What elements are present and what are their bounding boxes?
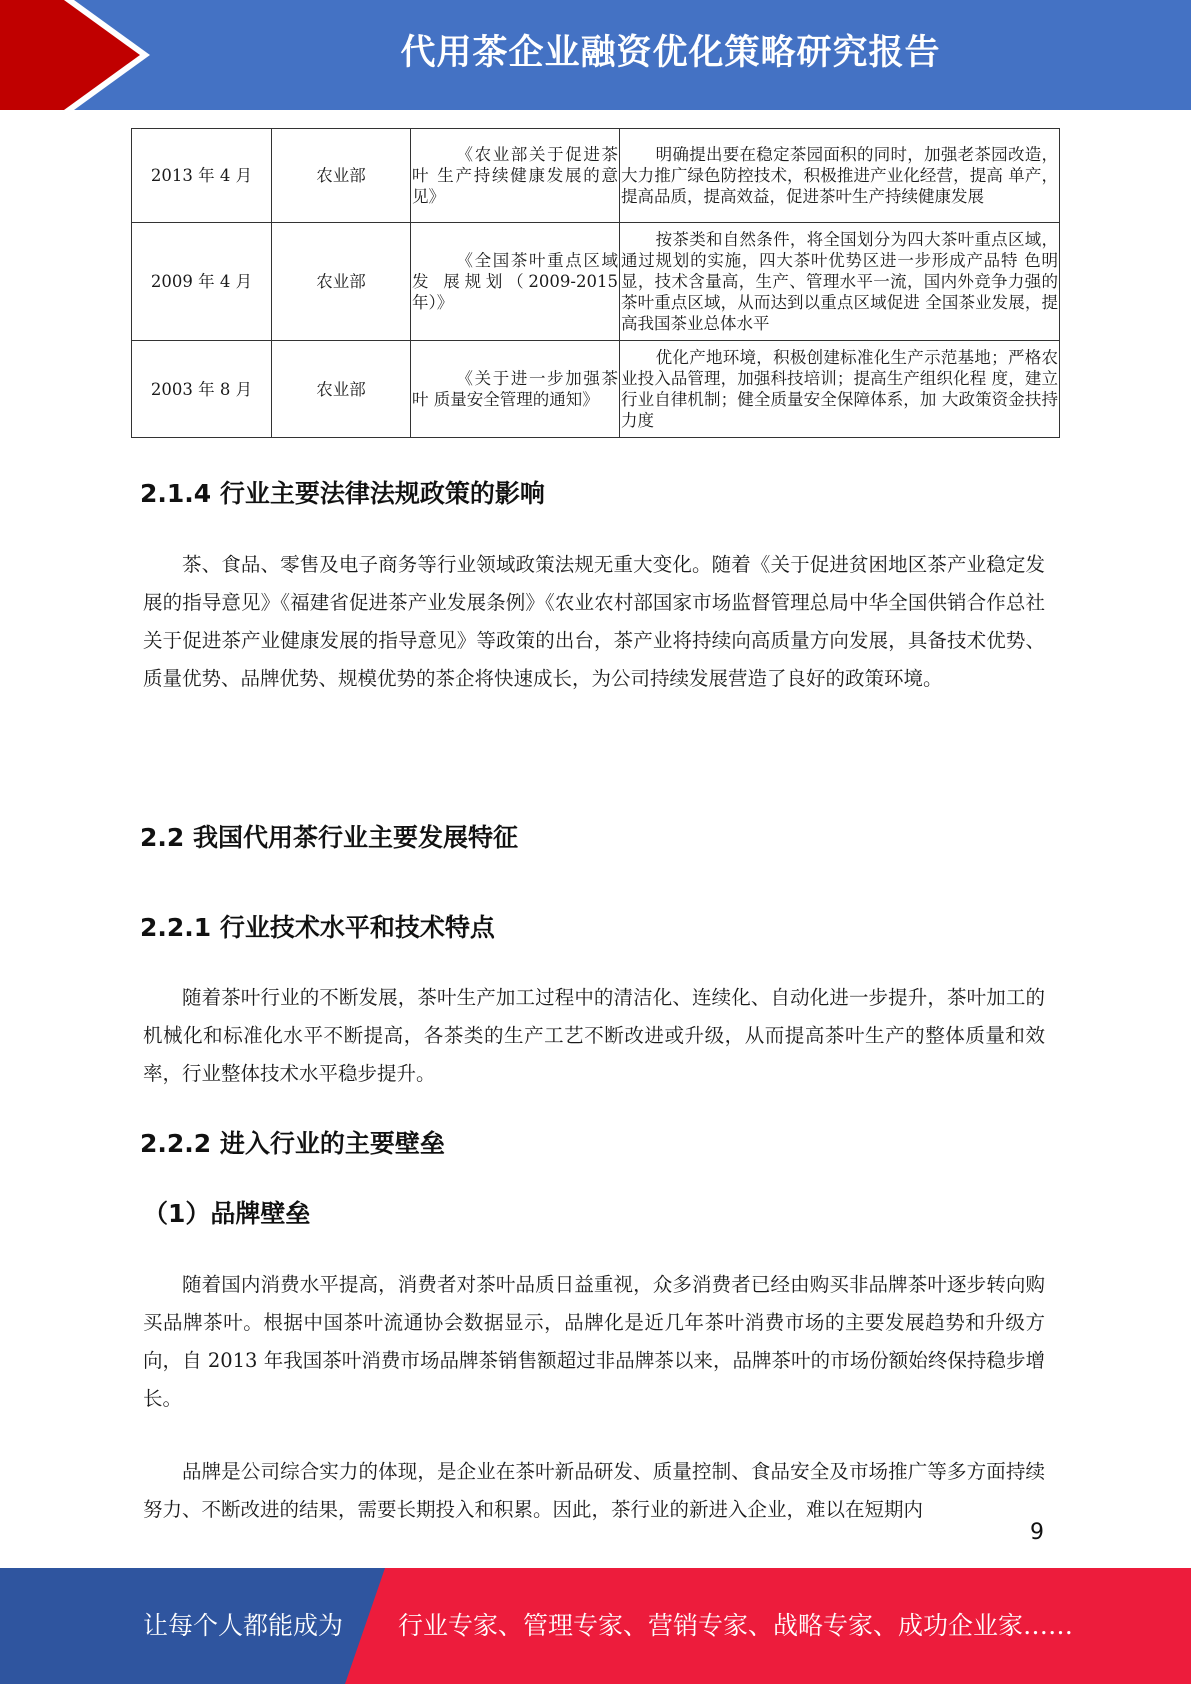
policy-name: 《关于进一步加强茶叶 质量安全管理的通知》: [411, 341, 620, 438]
section-heading-2-1-4: 2.1.4 行业主要法律法规政策的影响: [140, 479, 545, 508]
subsection-heading-brand-barrier: （1）品牌壁垒: [143, 1199, 311, 1228]
policy-content: 优化产地环境，积极创建标准化生产示范基地；严格农业投入品管理，加强科技培训；提高生产组织化程 度，建立行业自律机制；健全质量安全保障体系，加 大政策资金扶持力度: [620, 341, 1060, 438]
section-heading-2-2-1: 2.2.1 行业技术水平和技术特点: [140, 913, 495, 942]
policy-date: 2013 年 4 月: [132, 129, 272, 223]
table-row: [132, 129, 1060, 223]
report-title: 代用茶企业融资优化策略研究报告: [400, 33, 941, 73]
policy-name: 《农业部关于促进茶叶 生产持续健康发展的意 见》: [411, 129, 620, 223]
policy-table: [131, 128, 1060, 438]
section-paragraph: 随着茶叶行业的不断发展，茶叶生产加工过程中的清洁化、连续化、自动化进一步提升，茶叶加工的机械化和标准化水平不断提高，各茶类的生产工艺不断改进或升级，从而提高茶叶生产的整体质量和效率，行业整体技术水平稳步提升。: [143, 986, 1045, 1085]
policy-date: 2009 年 4 月: [132, 223, 272, 341]
section-paragraph: 随着国内消费水平提高，消费者对茶叶品质日益重视，众多消费者已经由购买非品牌茶叶逐步转向购买品牌茶叶。根据中国茶叶流通协会数据显示，品牌化是近几年茶叶消费市场的主要发展趋势和升级方向，自 2013 年我国茶叶消费市场品牌茶销售额超过非品牌茶以来，品牌茶叶的市场份额始终保持稳步增长。: [143, 1273, 1045, 1410]
table-row: [132, 341, 1060, 438]
page-number: 9: [1030, 1520, 1044, 1545]
policy-content: 按茶类和自然条件，将全国划分为四大茶叶重点区域， 通过规划的实施，四大茶叶优势区进一步形成产品特 色明显，技术含量高，生产、管理水平一流，国内外竞争力强的茶叶重点区域，从而达到以重点区域促进 全国茶业发展，提高我国茶业总体水平: [620, 223, 1060, 341]
policy-date: 2003 年 8 月: [132, 341, 272, 438]
section-paragraph: 品牌是公司综合实力的体现，是企业在茶叶新品研发、质量控制、食品安全及市场推广等多方面持续努力、不断改进的结果，需要长期投入和积累。因此，茶行业的新进入企业，难以在短期内: [143, 1460, 1045, 1521]
footer-slogan-right: 行业专家、管理专家、营销专家、战略专家、成功企业家……: [398, 1611, 1074, 1640]
policy-name: 《全国茶叶重点区域发 展规划（2009-2015年）》: [411, 223, 620, 341]
page-footer: [0, 1568, 1191, 1684]
header-arrow-icon: [0, 0, 140, 110]
page-header: [0, 0, 1191, 110]
policy-department: 农业部: [272, 341, 411, 438]
section-heading-2-2-2: 2.2.2 进入行业的主要壁垒: [140, 1129, 445, 1158]
policy-department: 农业部: [272, 223, 411, 341]
footer-slogan-left: 让每个人都能成为: [143, 1611, 344, 1640]
policy-department: 农业部: [272, 129, 411, 223]
table-row: [132, 223, 1060, 341]
section-heading-2-2: 2.2 我国代用茶行业主要发展特征: [140, 823, 518, 852]
section-paragraph: 茶、食品、零售及电子商务等行业领域政策法规无重大变化。随着《关于促进贫困地区茶产业稳定发展的指导意见》《福建省促进茶产业发展条例》《农业农村部国家市场监督管理总局中华全国供销合作总社关于促进茶产业健康发展的指导意见》等政策的出台，茶产业将持续向高质量方向发展，具备技术优势、质量优势、品牌优势、规模优势的茶企将快速成长，为公司持续发展营造了良好的政策环境。: [143, 553, 1045, 690]
policy-content: 明确提出要在稳定茶园面积的同时，加强老茶园改造， 大力推广绿色防控技术，积极推进产业化经营，提高 单产，提高品质，提高效益，促进茶叶生产持续健康发展: [620, 129, 1060, 223]
